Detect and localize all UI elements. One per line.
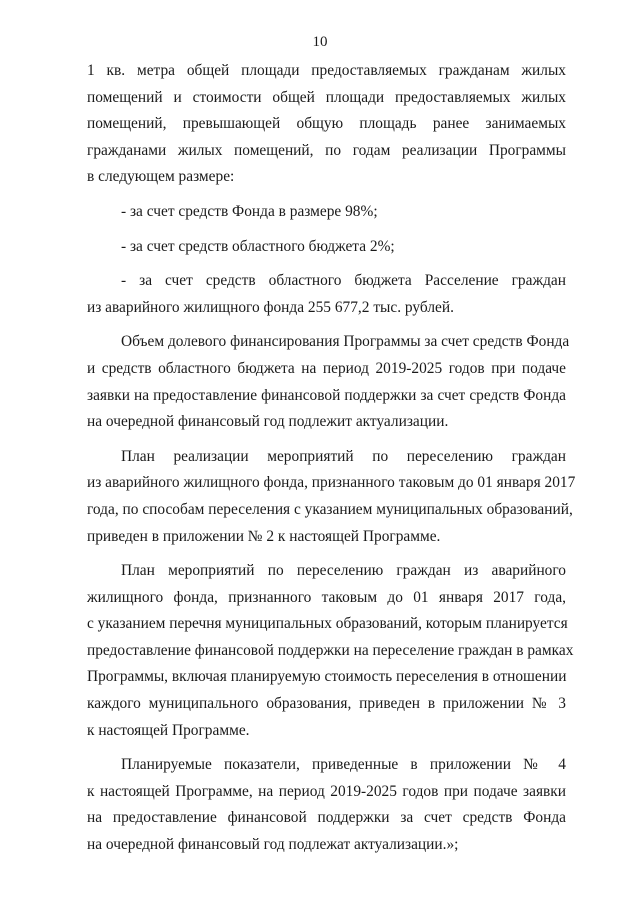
text-line: План мероприятий по переселению граждан из аварийного <box>121 562 566 580</box>
text-line: на очередной финансовый год подлежит актуализации. <box>87 413 449 431</box>
text-line: приведен в приложении № 2 к настоящей Программе. <box>87 527 441 545</box>
page-number: 10 <box>312 34 328 50</box>
text-line: к настоящей Программе, на период 2019-2025 годов при подаче заявки <box>87 782 566 800</box>
text-line: жилищного фонда, признанного таковым до 01 января 2017 года, <box>87 588 566 606</box>
text-line: года, по способам переселения с указанием муниципальных образований, <box>87 500 573 518</box>
text-line: предоставление финансовой поддержки на переселение граждан в рамках <box>87 641 574 659</box>
paragraph-continuation <box>87 58 566 191</box>
text-line: из аварийного жилищного фонда, признанного таковым до 01 января 2017 <box>87 474 576 492</box>
list-item-fund-share <box>87 199 566 226</box>
text-line: План реализации мероприятий по переселению граждан <box>121 447 566 465</box>
text-line: гражданами жилых помещений, по годам реализации Программы <box>87 141 566 159</box>
text-line: 1 кв. метра общей площади предоставляемых гражданам жилых <box>87 62 566 79</box>
paragraph-financing-volume <box>87 329 570 435</box>
text-line: Планируемые показатели, приведенные в приложении № 4 <box>121 756 566 774</box>
text-line: из аварийного жилищного фонда 255 677,2 тыс. рублей. <box>87 298 454 316</box>
paragraph-planned-indicators <box>87 752 566 858</box>
text-line: и средств областного бюджета на период 2019-2025 годов при подаче <box>87 359 566 377</box>
text-line: - за счет средств областного бюджета 2%; <box>121 237 395 255</box>
text-line: заявки на предоставление финансовой поддержки за счет средств Фонда <box>87 386 566 404</box>
text-line: на очередной финансовый год подлежат актуализации.»; <box>87 836 459 854</box>
text-line: помещений и стоимости общей площади предоставляемых жилых <box>87 88 566 106</box>
text-line: - за счет средств областного бюджета Расселение граждан <box>121 272 566 290</box>
text-line: на предоставление финансовой поддержки за счет средств Фонда <box>87 809 566 827</box>
text-line: Программы, включая планируемую стоимость переселения в отношении <box>87 668 567 686</box>
list-item-resettlement-budget <box>87 268 566 321</box>
document-body <box>87 58 576 867</box>
paragraph-measures-plan <box>87 558 574 744</box>
text-line: помещений, превышающей общую площадь ранее занимаемых <box>87 115 566 133</box>
list-item-regional-budget-share <box>87 234 566 261</box>
text-line: - за счет средств Фонда в размере 98%; <box>121 202 378 220</box>
text-line: Объем долевого финансирования Программы за счет средств Фонда <box>121 333 570 351</box>
text-line: к настоящей Программе. <box>87 721 250 739</box>
text-line: каждого муниципального образования, приведен в приложении № 3 <box>87 695 566 713</box>
text-line: в следующем размере: <box>87 168 235 186</box>
paragraph-implementation-plan <box>87 444 576 550</box>
text-line: с указанием перечня муниципальных образований, которым планируется <box>87 615 568 633</box>
